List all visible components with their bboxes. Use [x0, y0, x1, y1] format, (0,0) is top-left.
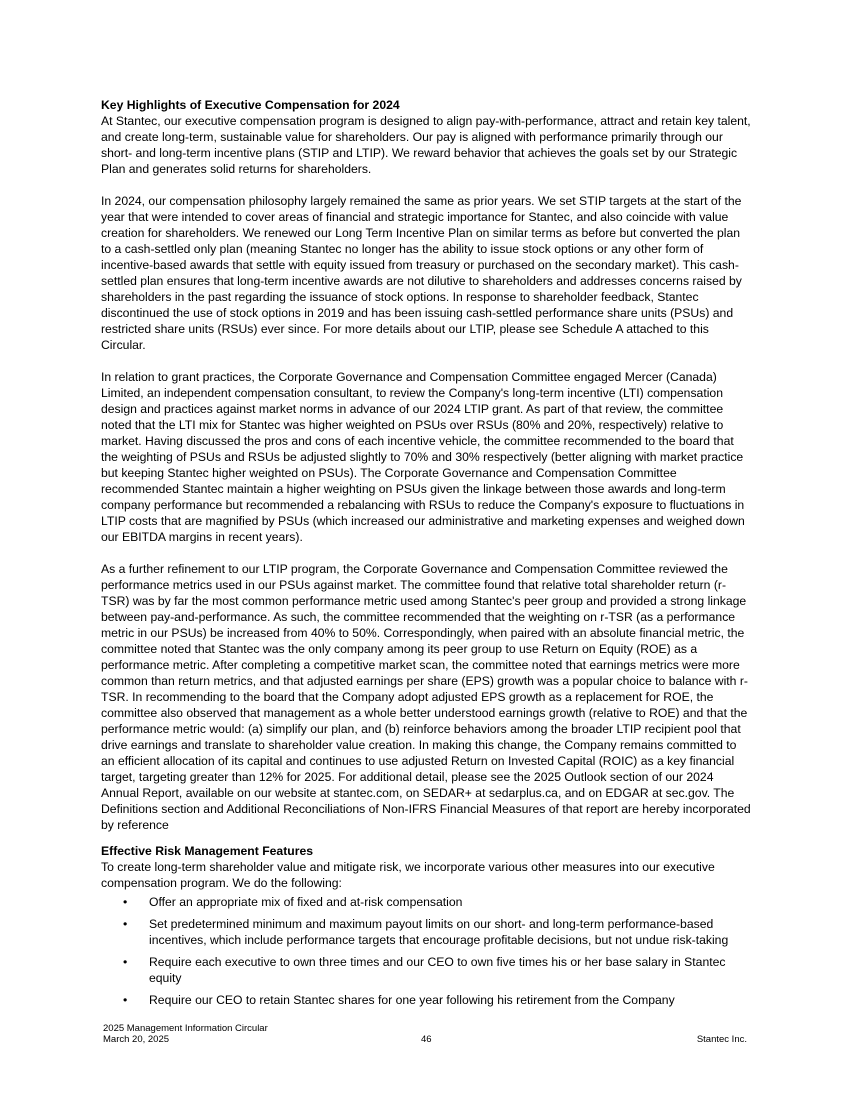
- list-item: [101, 992, 753, 1008]
- bullet-icon: •: [123, 955, 128, 969]
- footer-page-number: 46: [421, 1034, 432, 1045]
- section-heading-risk-management: Effective Risk Management Features: [101, 844, 314, 858]
- page-footer: [101, 1023, 753, 1047]
- bullet-icon: •: [123, 917, 128, 931]
- section-heading-key-highlights: Key Highlights of Executive Compensation for 2024: [101, 98, 400, 112]
- page-content: [101, 97, 753, 1014]
- footer-date: March 20, 2025: [103, 1034, 170, 1045]
- footer-company: Stantec Inc.: [696, 1034, 747, 1045]
- list-item-text: Offer an appropriate mix of fixed and at-risk compensation: [149, 895, 463, 909]
- list-item: [101, 916, 753, 948]
- paragraph-grant-practices: In relation to grant practices, the Corporate Governance and Compensation Committee engaged Mercer (Canada) Limited, an independent compensation consultant, to review the Company's long-term incentive (LTI) compensation design and practices against market norms in advance of our 2024 LTIP grant. As part of that review, the committee noted that the LTI mix for Stantec was higher weighted on PSUs over RSUs (80% and 20%, respectively) relative to market. Having discussed the pros and cons of each incentive vehicle, the committee recommended to the board that the weighting of PSUs and RSUs be adjusted slightly to 70% and 30% respectively (better aligning with market practice but keeping Stantec higher weighted on PSUs). The Corporate Governance and Compensation Committee recommended Stantec maintain a higher weighting on PSUs given the linkage between those awards and long-term company performance but recommended a rebalancing with RSUs to reduce the Company's exposure to fluctuations in LTIP costs that are magnified by PSUs (which increased our administrative and marketing expenses and weighed down our EBITDA margins in recent years).: [101, 370, 745, 544]
- list-item: [101, 894, 753, 910]
- risk-measures-list: [101, 894, 753, 1008]
- footer-doc-title: 2025 Management Information Circular: [103, 1023, 268, 1034]
- list-item: [101, 954, 753, 986]
- bullet-icon: •: [123, 895, 128, 909]
- paragraph-ltip-refinement: As a further refinement to our LTIP program, the Corporate Governance and Compensation Committee reviewed the performance metrics used in our PSUs against market. The committee found that relative total shareholder return (r-TSR) was by far the most common performance metric used among Stantec's peer group and provided a strong linkage between pay-and-performance. As such, the committee recommended that the weighting on r-TSR (as a performance metric in our PSUs) be increased from 40% to 50%. Correspondingly, when paired with an absolute financial metric, the committee noted that Stantec was the only company among its peer group to use Return on Equity (ROE) as a performance metric. After completing a competitive market scan, the committee noted that earnings metrics were more common than return metrics, and that adjusted earnings per share (EPS) growth was a popular choice to balance with r-TSR. In recommending to the board that the Company adopt adjusted EPS growth as a replacement for ROE, the committee also observed that management as a whole better understood earnings growth (relative to ROE) and that the performance metric would: (a) simplify our plan, and (b) reinforce behaviors among the broader LTIP recipient pool that drive earnings and translate to shareholder value creation. In making this change, the Company remains committed to an efficient allocation of its capital and continues to use adjusted Return on Invested Capital (ROIC) as a key financial target, targeting greater than 12% for 2025. For additional detail, please see the 2025 Outlook section of our 2024 Annual Report, available on our website at stantec.com, on SEDAR+ at sedarplus.ca, and on EDGAR at sec.gov. The Definitions section and Additional Reconciliations of Non-IFRS Financial Measures of that report are hereby incorporated by reference: [101, 562, 751, 832]
- paragraph-risk-intro: To create long-term shareholder value and mitigate risk, we incorporate various other measures into our executive compensation program. We do the following:: [101, 860, 715, 890]
- list-item-text: Require each executive to own three times and our CEO to own five times his or her base salary in Stantec equity: [149, 955, 726, 985]
- paragraph-intro: At Stantec, our executive compensation program is designed to align pay-with-performance, attract and retain key talent, and create long-term, sustainable value for shareholders. Our pay is aligned with performance primarily through our short- and long-term incentive plans (STIP and LTIP). We reward behavior that achieves the goals set by our Strategic Plan and generates solid returns for shareholders.: [101, 114, 751, 176]
- footer-doc-info: [103, 1023, 268, 1045]
- list-item-text: Set predetermined minimum and maximum payout limits on our short- and long-term performance-based incentives, which include performance targets that encourage profitable decisions, but not undue risk-taking: [149, 917, 729, 947]
- paragraph-philosophy: In 2024, our compensation philosophy largely remained the same as prior years. We set STIP targets at the start of the year that were intended to cover areas of financial and strategic importance for Stantec, and also coincide with value creation for shareholders. We renewed our Long Term Incentive Plan on similar terms as before but converted the plan to a cash-settled only plan (meaning Stantec no longer has the ability to issue stock options or any other form of incentive-based awards that settle with equity issued from treasury or purchased on the secondary market). This cash-settled plan ensures that long-term incentive awards are not dilutive to shareholders and addresses concerns raised by shareholders in the past regarding the issuance of stock options. In response to shareholder feedback, Stantec discontinued the use of stock options in 2019 and has been issuing cash-settled performance share units (PSUs) and restricted share units (RSUs) ever since. For more details about our LTIP, please see Schedule A attached to this Circular.: [101, 194, 742, 352]
- bullet-icon: •: [123, 993, 128, 1007]
- list-item-text: Require our CEO to retain Stantec shares for one year following his retirement from the Company: [149, 993, 675, 1007]
